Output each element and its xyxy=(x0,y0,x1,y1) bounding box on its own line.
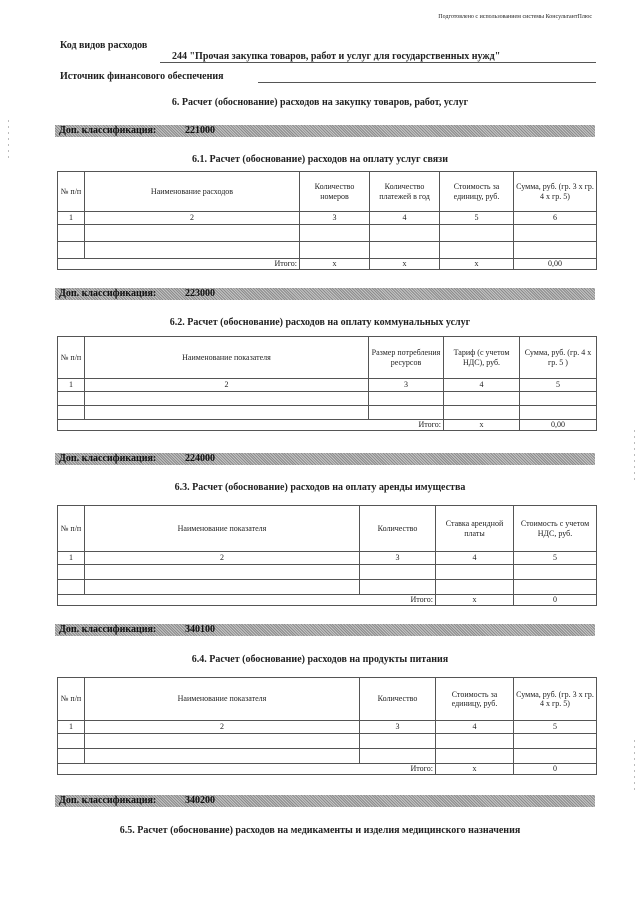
col-header: № п/п xyxy=(58,678,85,721)
classification-code: 340100 xyxy=(185,624,215,635)
col-header: Сумма, руб. (гр. 4 х гр. 5 ) xyxy=(520,337,597,379)
total-cell: х xyxy=(300,259,370,270)
col-number: 5 xyxy=(440,212,514,225)
table-row xyxy=(58,580,597,595)
classification-code: 340200 xyxy=(185,795,215,806)
col-header: Стоимость за единицу, руб. xyxy=(436,678,514,721)
col-number: 5 xyxy=(520,379,597,392)
col-header: № п/п xyxy=(58,506,85,552)
kvr-label: Код видов расходов xyxy=(60,40,148,51)
total-cell: х xyxy=(370,259,440,270)
scan-edge-mark xyxy=(634,430,635,480)
col-number: 5 xyxy=(514,552,597,565)
table-6-3-title: 6.3. Расчет (обоснование) расходов на оплату аренды имущества xyxy=(174,482,466,493)
table-row xyxy=(58,565,597,580)
table-6-4-title: 6.4. Расчет (обоснование) расходов на продукты питания xyxy=(191,654,449,665)
total-row xyxy=(58,259,597,270)
table-row xyxy=(58,734,597,749)
col-header: № п/п xyxy=(58,337,85,379)
col-header: Наименование расходов xyxy=(85,172,300,212)
col-header: Размер потребления ресурсов xyxy=(369,337,444,379)
col-number: 2 xyxy=(85,379,369,392)
col-number: 4 xyxy=(436,552,514,565)
table-6-1 xyxy=(57,171,597,270)
col-header: Стоимость с учетом НДС, руб. xyxy=(514,506,597,552)
classification-label: Доп. классификация: xyxy=(59,288,157,299)
classification-bar-3 xyxy=(55,453,595,465)
col-number: 1 xyxy=(58,379,85,392)
col-header: Количество xyxy=(360,506,436,552)
table-6-3 xyxy=(57,505,597,606)
col-number: 2 xyxy=(85,721,360,734)
total-cell: х xyxy=(436,764,514,775)
col-header: Сумма, руб. (гр. 3 х гр. 4 х гр. 5) xyxy=(514,678,597,721)
classification-label: Доп. классификация: xyxy=(59,795,157,806)
col-header: Стоимость за единицу, руб. xyxy=(440,172,514,212)
table-6-5-title: 6.5. Расчет (обоснование) расходов на медикаменты и изделия медицинского назначения xyxy=(119,825,521,836)
source-value-line xyxy=(258,82,596,83)
col-number: 3 xyxy=(360,552,436,565)
total-label: Итого: xyxy=(58,420,444,431)
table-row xyxy=(58,242,597,259)
col-number: 5 xyxy=(514,721,597,734)
section-6-title: 6. Расчет (обоснование) расходов на закупку товаров, работ, услуг xyxy=(171,97,469,108)
table-row xyxy=(58,749,597,764)
col-header: Тариф (с учетом НДС), руб. xyxy=(444,337,520,379)
col-header: Количество номеров xyxy=(300,172,370,212)
col-header: № п/п xyxy=(58,172,85,212)
kvr-value: 244 "Прочая закупка товаров, работ и услуг для государственных нужд" xyxy=(160,51,596,63)
col-number: 3 xyxy=(360,721,436,734)
col-number: 4 xyxy=(370,212,440,225)
col-number: 2 xyxy=(85,212,300,225)
col-header: Количество xyxy=(360,678,436,721)
total-cell: х xyxy=(436,595,514,606)
classification-label: Доп. классификация: xyxy=(59,624,157,635)
col-number: 4 xyxy=(444,379,520,392)
col-header: Наименование показателя xyxy=(85,506,360,552)
table-6-4 xyxy=(57,677,597,775)
col-number: 1 xyxy=(58,721,85,734)
total-cell: х xyxy=(444,420,520,431)
col-number: 1 xyxy=(58,212,85,225)
table-row xyxy=(58,406,597,420)
scan-edge-mark xyxy=(8,120,9,160)
total-cell: х xyxy=(440,259,514,270)
classification-code: 221000 xyxy=(185,125,215,136)
col-number: 3 xyxy=(369,379,444,392)
total-row xyxy=(58,420,597,431)
total-sum: 0 xyxy=(514,764,597,775)
total-row xyxy=(58,764,597,775)
classification-bar-5 xyxy=(55,795,595,807)
classification-label: Доп. классификация: xyxy=(59,453,157,464)
source-label: Источник финансового обеспечения xyxy=(60,71,224,82)
total-sum: 0 xyxy=(514,595,597,606)
col-number: 2 xyxy=(85,552,360,565)
classification-code: 223000 xyxy=(185,288,215,299)
col-header: Сумма, руб. (гр. 3 х гр. 4 х гр. 5) xyxy=(514,172,597,212)
col-header: Количество платежей в год xyxy=(370,172,440,212)
table-row xyxy=(58,225,597,242)
col-header: Наименование показателя xyxy=(85,337,369,379)
scan-edge-mark xyxy=(634,740,635,790)
classification-code: 224000 xyxy=(185,453,215,464)
total-label: Итого: xyxy=(58,259,300,270)
col-number: 3 xyxy=(300,212,370,225)
total-row xyxy=(58,595,597,606)
total-sum: 0,00 xyxy=(514,259,597,270)
table-6-2 xyxy=(57,336,597,431)
col-header: Ставка арендной платы xyxy=(436,506,514,552)
classification-label: Доп. классификация: xyxy=(59,125,157,136)
table-6-1-title: 6.1. Расчет (обоснование) расходов на оплату услуг связи xyxy=(192,154,448,165)
total-label: Итого: xyxy=(58,595,436,606)
table-6-2-title: 6.2. Расчет (обоснование) расходов на оплату коммунальных услуг xyxy=(169,317,471,328)
header-note: Подготовлено с использованием системы КонсультантПлюс xyxy=(438,14,592,20)
col-number: 4 xyxy=(436,721,514,734)
col-number: 6 xyxy=(514,212,597,225)
classification-bar-4 xyxy=(55,624,595,636)
col-header: Наименование показателя xyxy=(85,678,360,721)
classification-bar-2 xyxy=(55,288,595,300)
total-sum: 0,00 xyxy=(520,420,597,431)
total-label: Итого: xyxy=(58,764,436,775)
col-number: 1 xyxy=(58,552,85,565)
classification-bar-1 xyxy=(55,125,595,137)
table-row xyxy=(58,392,597,406)
